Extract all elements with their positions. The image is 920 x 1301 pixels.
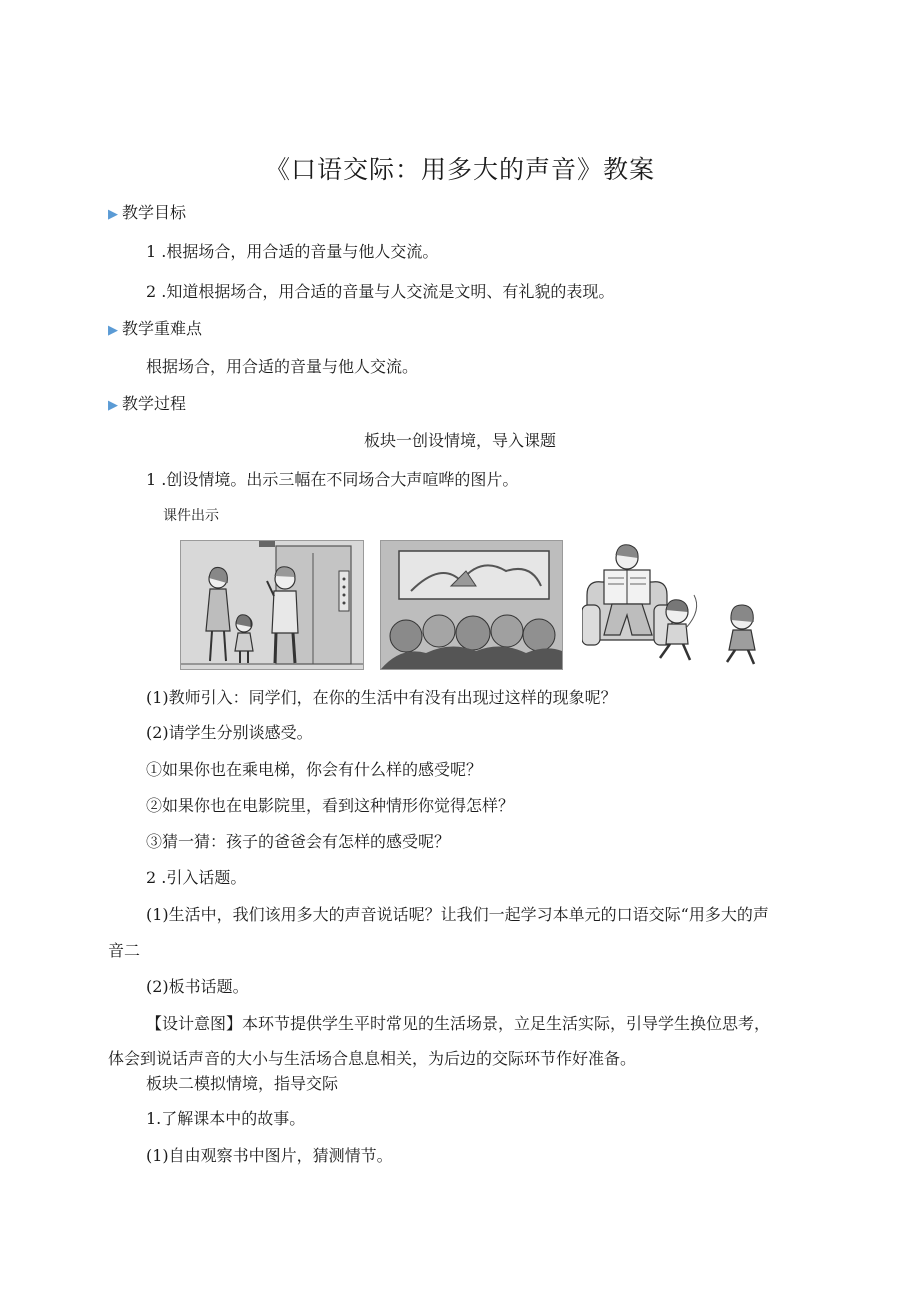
section-heading-process: ▶ 教学过程 (108, 394, 187, 413)
courseware-label: 课件出示 (163, 508, 219, 524)
step2-item-1-line1: (1)生活中，我们该用多大的声音说话呢？让我们一起学习本单元的口语交际“用多大的声 (146, 905, 769, 924)
elevator-illustration (181, 541, 363, 669)
cinema-scene-image (380, 540, 563, 670)
key-points-text: 根据场合，用合适的音量与他人交流。 (146, 357, 419, 376)
cinema-illustration (381, 541, 562, 669)
design-intent-line1: 【设计意图】本环节提供学生平时常见的生活场景，立足生活实际，引导学生换位思考， (146, 1014, 771, 1033)
circled-item-2: ②如果你也在电影院里，看到这种情形你觉得怎样？ (146, 796, 515, 815)
triangle-bullet-icon: ▶ (108, 323, 118, 338)
block2-title: 板块二模拟情境，指导交际 (146, 1074, 339, 1093)
block2-step1-item-1: (1)自由观察书中图片，猜测情节。 (146, 1146, 393, 1165)
step2-item-2: (2)板书话题。 (146, 977, 249, 996)
step2-item-1-line2: 音二 (108, 941, 141, 960)
page-title: 《口语交际：用多大的声音》教案 (264, 155, 655, 184)
circled-item-1: ①如果你也在乘电梯，你会有什么样的感受呢？ (146, 760, 483, 779)
triangle-bullet-icon: ▶ (108, 398, 118, 413)
circled-item-3: ③猜一猜：孩子的爸爸会有怎样的感受呢？ (146, 832, 451, 851)
block1-step-1: 1 .创设情境。出示三幅在不同场合大声喧哗的图片。 (146, 470, 519, 489)
block2-step-1: 1.了解课本中的故事。 (146, 1109, 306, 1128)
design-intent-line2: 体会到说话声音的大小与生活场合息息相关，为后边的交际环节作好准备。 (108, 1049, 637, 1068)
goal-item-1: 1 .根据场合，用合适的音量与他人交流。 (146, 242, 439, 261)
block1-title: 板块一创设情境，导入课题 (363, 431, 556, 450)
section-heading-key-points: ▶ 教学重难点 (108, 319, 203, 338)
home-scene-image (582, 540, 772, 670)
goal-item-2: 2 .知道根据场合，用合适的音量与人交流是文明、有礼貌的表现。 (146, 282, 615, 301)
question-2: (2)请学生分别谈感受。 (146, 723, 313, 742)
block1-step-2: 2 .引入话题。 (146, 868, 247, 887)
elevator-scene-image (180, 540, 364, 670)
question-1: (1)教师引入：同学们，在你的生活中有没有出现过这样的现象呢？ (146, 688, 617, 707)
home-illustration (582, 540, 772, 670)
section-heading-goals: ▶ 教学目标 (108, 203, 187, 222)
triangle-bullet-icon: ▶ (108, 207, 118, 222)
